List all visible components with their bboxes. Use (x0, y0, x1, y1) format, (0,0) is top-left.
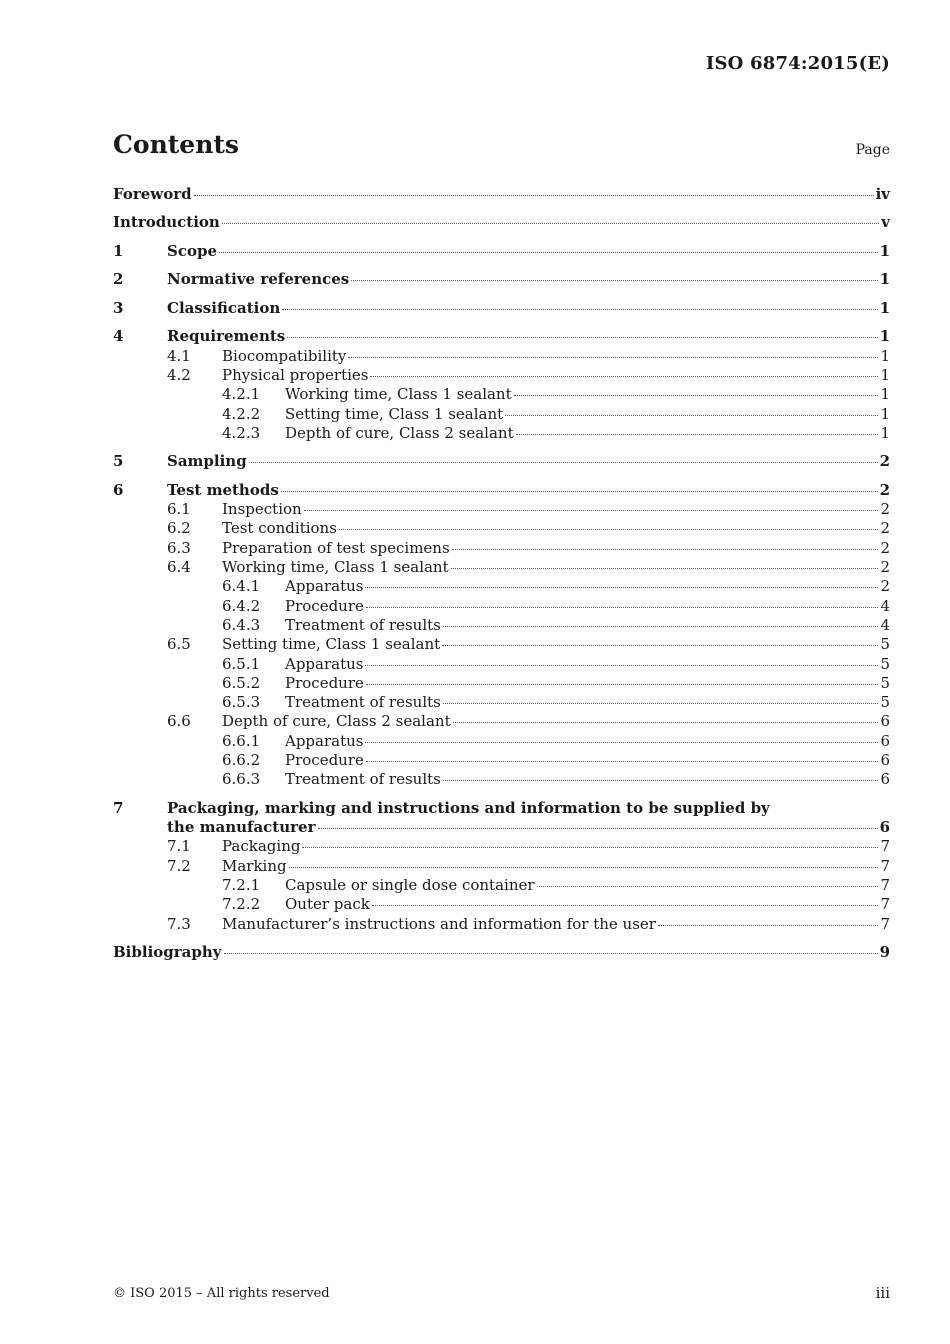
dot-leader (318, 828, 878, 829)
dot-leader (304, 510, 879, 511)
toc-entry[interactable] (113, 857, 890, 876)
dot-leader (222, 223, 879, 224)
toc-entry-page: 2 (880, 500, 890, 519)
toc-entry[interactable] (113, 837, 890, 856)
toc-entry-title: Treatment of results (285, 770, 441, 789)
toc-entry[interactable] (113, 385, 890, 404)
toc-entry-number: 6.6.3 (222, 770, 261, 789)
dot-leader (505, 415, 878, 416)
toc-entry-number: 6.3 (167, 538, 191, 557)
toc-entry-page: 5 (880, 673, 890, 692)
toc-entry[interactable] (113, 299, 890, 318)
toc-entry-title: Treatment of results (285, 615, 441, 634)
toc-entry-number: 6.4.1 (222, 577, 261, 596)
toc-entry-title: Test conditions (222, 519, 337, 538)
toc-entry-title: Working time, Class 1 sealant (285, 385, 512, 404)
dot-leader (537, 886, 879, 887)
dot-leader (287, 337, 877, 338)
toc-entry-number: 7 (113, 798, 124, 817)
toc-entry-number: 4 (113, 327, 124, 346)
toc-entry[interactable] (113, 616, 890, 635)
toc-entry[interactable] (113, 185, 890, 204)
toc-entry-page: 2 (880, 538, 890, 557)
toc-entry-page: v (881, 213, 890, 232)
toc-entry-title: Depth of cure, Class 2 sealant (222, 712, 451, 731)
toc-entry-title: Apparatus (285, 654, 364, 673)
dot-leader (219, 252, 878, 253)
document-code: ISO 6874:2015(E) (705, 53, 890, 74)
dot-leader (281, 491, 878, 492)
toc-entry-page: 6 (880, 751, 890, 770)
dot-leader (443, 626, 879, 627)
toc-entry-title: Setting time, Class 1 sealant (222, 635, 441, 654)
toc-entry-number: 6 (113, 480, 124, 499)
toc-entry[interactable] (113, 770, 890, 789)
dot-leader (514, 395, 879, 396)
dot-leader (451, 568, 879, 569)
toc-entry-title: Manufacturer’s instructions and information for the user (222, 914, 656, 933)
toc-entry-title: Scope (167, 241, 218, 260)
dot-leader (224, 953, 878, 954)
toc-entry-number: 4.2.1 (222, 385, 261, 404)
toc-entry-title: Capsule or single dose container (285, 876, 535, 894)
toc-entry-title: Apparatus (285, 731, 364, 750)
dot-leader (302, 847, 878, 848)
toc-entry-page: 4 (880, 615, 890, 634)
toc-entry-title: Test methods (167, 480, 279, 499)
toc-entry-number: 5 (113, 452, 124, 471)
toc-entry-number: 6.2 (167, 519, 191, 538)
toc-entry[interactable] (113, 799, 890, 818)
toc-entry-page: 2 (879, 452, 890, 471)
toc-entry-number: 6.6.1 (222, 731, 261, 750)
toc-entry-title: Foreword (113, 185, 192, 203)
toc-entry-title: Preparation of test specimens (222, 538, 450, 557)
toc-entry-page: 2 (879, 480, 890, 499)
toc-entry-number: 4.1 (167, 346, 191, 365)
toc-entry-title: Packaging, marking and instructions and information to be supplied by (167, 798, 770, 817)
toc-entry-title: Sampling (167, 452, 247, 471)
toc-entry-title: Procedure (285, 596, 364, 615)
toc-entry-page: 1 (879, 298, 890, 317)
toc-entry[interactable] (113, 424, 890, 443)
toc-entry-page: 5 (880, 654, 890, 673)
toc-entry-page: 9 (879, 943, 890, 962)
toc-entry[interactable] (113, 597, 890, 616)
dot-leader (339, 529, 879, 530)
toc-entry[interactable] (113, 635, 890, 654)
toc-entry-number: 6.6 (167, 712, 191, 731)
toc-entry[interactable] (113, 674, 890, 693)
toc-entry-page: 4 (880, 596, 890, 615)
dot-leader (443, 703, 879, 704)
toc-entry-title: Biocompatibility (222, 346, 347, 365)
toc-entry-page: 2 (880, 519, 890, 538)
toc-entry-number: 1 (113, 241, 124, 260)
toc-entry-number: 7.2.1 (222, 876, 261, 894)
toc-entry[interactable] (113, 242, 890, 261)
toc-entry[interactable] (113, 539, 890, 558)
toc-entry-number: 6.1 (167, 500, 191, 519)
toc-entry-number: 6.6.2 (222, 751, 261, 770)
dot-leader (366, 607, 879, 608)
dot-leader (442, 645, 878, 646)
toc-entry-title: Working time, Class 1 sealant (222, 558, 449, 577)
dot-leader (289, 867, 879, 868)
toc-entry-number: 7.2 (167, 856, 191, 875)
toc-entry[interactable] (113, 712, 890, 731)
toc-entry-title: Physical properties (222, 366, 369, 385)
toc-entry[interactable] (113, 558, 890, 577)
toc-entry-title: Normative references (167, 270, 350, 289)
contents-heading-row (113, 130, 890, 164)
toc-entry-number: 4.2 (167, 366, 191, 385)
toc-entry-number: 4.2.2 (222, 404, 261, 423)
toc-entry-page: 1 (880, 385, 890, 404)
toc-entry-title: Classification (167, 298, 281, 317)
dot-leader (249, 462, 878, 463)
toc-entry-number: 6.5.2 (222, 673, 261, 692)
toc-entry[interactable] (113, 519, 890, 538)
toc-entry-page: 7 (880, 895, 890, 914)
toc-entry-title: Apparatus (285, 577, 364, 596)
dot-leader (453, 722, 879, 723)
toc-entry-number: 7.1 (167, 837, 191, 856)
toc-entry[interactable] (113, 818, 890, 837)
page-title: Contents (113, 130, 240, 159)
toc-entry[interactable] (113, 366, 890, 385)
toc-entry[interactable] (113, 213, 890, 232)
dot-leader (365, 742, 878, 743)
dot-leader (282, 309, 877, 310)
toc-entry-number: 6.5 (167, 635, 191, 654)
dot-leader (658, 925, 879, 926)
toc-entry-title: Treatment of results (285, 693, 441, 712)
toc-entry-number: 6.5.1 (222, 654, 261, 673)
toc-entry-title: Bibliography (113, 943, 222, 962)
toc-entry-title: Marking (222, 856, 287, 875)
toc-entry-page: 1 (880, 346, 890, 365)
toc-entry[interactable] (113, 876, 890, 895)
toc-entry-title: Procedure (285, 751, 364, 770)
toc-entry-page: 7 (880, 876, 890, 894)
toc-entry-title: Depth of cure, Class 2 sealant (285, 423, 514, 442)
toc-entry[interactable] (113, 915, 890, 934)
toc-entry-page: iv (875, 185, 890, 203)
toc-entry-page: 7 (880, 837, 890, 856)
dot-leader (516, 434, 879, 435)
copyright-notice: © ISO 2015 – All rights reserved (113, 1286, 330, 1301)
toc-entry-page: 1 (880, 404, 890, 423)
toc-entry[interactable] (113, 327, 890, 346)
toc-entry-number: 6.4.3 (222, 615, 261, 634)
toc-entry-number: 6.5.3 (222, 693, 261, 712)
toc-entry[interactable] (113, 347, 890, 366)
toc-entry-number: 7.3 (167, 914, 191, 933)
toc-entry[interactable] (113, 500, 890, 519)
toc-entry-title: the manufacturer (167, 818, 316, 837)
toc-entry-title: Inspection (222, 500, 302, 519)
toc-entry-title: Requirements (167, 327, 286, 346)
toc-entry-page: 7 (880, 914, 890, 933)
dot-leader (443, 780, 879, 781)
toc-entry-number: 7.2.2 (222, 895, 261, 914)
dot-leader (365, 665, 878, 666)
toc-entry[interactable] (113, 693, 890, 712)
toc-entry-title: Procedure (285, 673, 364, 692)
toc-entry-page: 1 (879, 241, 890, 260)
toc-entry-page: 6 (880, 712, 890, 731)
toc-entry-number: 6.4 (167, 558, 191, 577)
toc-entry[interactable] (113, 943, 890, 962)
table-of-contents (113, 185, 890, 962)
dot-leader (351, 280, 877, 281)
dot-leader (194, 195, 874, 196)
toc-entry[interactable] (113, 732, 890, 751)
toc-entry-page: 1 (880, 423, 890, 442)
toc-entry[interactable] (113, 577, 890, 596)
toc-entry-page: 1 (879, 327, 890, 346)
toc-entry-page: 6 (880, 731, 890, 750)
page-number: iii (875, 1284, 890, 1302)
toc-entry-page: 5 (880, 693, 890, 712)
toc-entry[interactable] (113, 481, 890, 500)
toc-entry[interactable] (113, 405, 890, 424)
toc-entry-title: Introduction (113, 213, 220, 232)
dot-leader (348, 357, 878, 358)
toc-entry-page: 1 (879, 270, 890, 289)
page-column-label: Page (855, 142, 890, 158)
toc-entry-page: 5 (880, 635, 890, 654)
toc-entry-page: 1 (880, 366, 890, 385)
toc-entry-number: 2 (113, 270, 124, 289)
toc-entry-title: Setting time, Class 1 sealant (285, 404, 504, 423)
dot-leader (366, 761, 879, 762)
dot-leader (372, 905, 879, 906)
dot-leader (366, 684, 879, 685)
toc-entry-number: 6.4.2 (222, 596, 261, 615)
dot-leader (370, 376, 878, 377)
toc-entry[interactable] (113, 751, 890, 770)
toc-entry[interactable] (113, 270, 890, 289)
toc-entry-title: Outer pack (285, 895, 370, 914)
toc-entry-page: 2 (880, 558, 890, 577)
toc-entry[interactable] (113, 452, 890, 471)
toc-entry-page: 6 (880, 770, 890, 789)
dot-leader (365, 587, 878, 588)
toc-entry-page: 2 (880, 577, 890, 596)
page-footer (113, 1284, 890, 1304)
toc-entry-title: Packaging (222, 837, 301, 856)
toc-entry-number: 3 (113, 298, 124, 317)
dot-leader (452, 549, 879, 550)
toc-entry[interactable] (113, 895, 890, 914)
toc-entry-page: 6 (879, 818, 890, 837)
toc-entry-number: 4.2.3 (222, 423, 261, 442)
toc-entry-page: 7 (880, 856, 890, 875)
toc-entry[interactable] (113, 655, 890, 674)
